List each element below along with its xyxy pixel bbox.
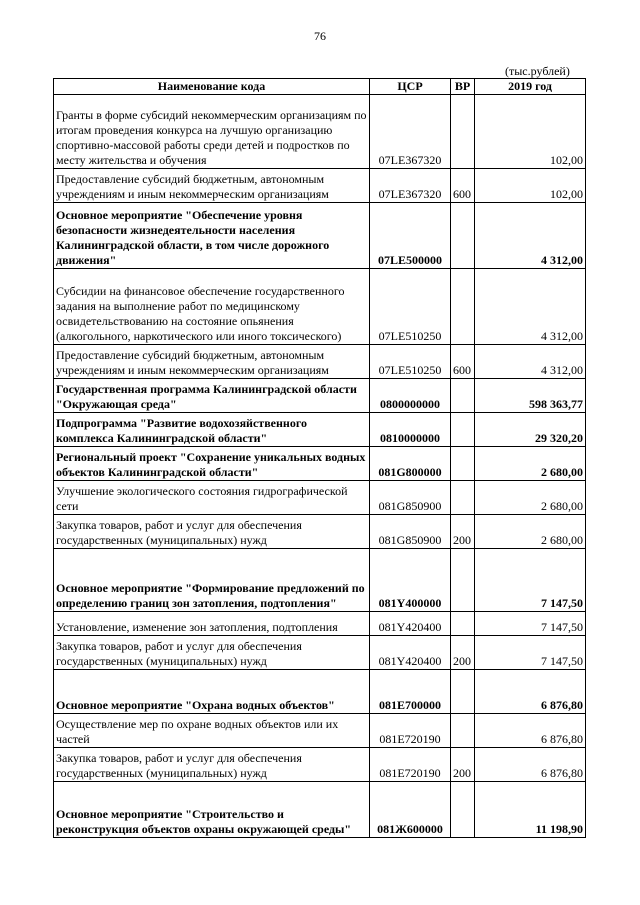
header-vr: ВР [451, 79, 475, 95]
cell-name: Улучшение экологического состояния гидрографической сети [54, 481, 370, 515]
table-row [54, 95, 586, 169]
cell-amount: 102,00 [475, 169, 586, 203]
cell-name: Основное мероприятие "Охрана водных объектов" [54, 670, 370, 714]
cell-amount: 11 198,90 [475, 782, 586, 838]
table-row [54, 549, 586, 612]
cell-vr: 200 [451, 636, 475, 670]
cell-code: 081G800000 [370, 447, 451, 481]
cell-code: 081Ж600000 [370, 782, 451, 838]
cell-vr [451, 203, 475, 269]
cell-amount: 7 147,50 [475, 612, 586, 636]
cell-code: 0810000000 [370, 413, 451, 447]
cell-vr [451, 549, 475, 612]
table-row [54, 345, 586, 379]
cell-name: Установление, изменение зон затопления, подтопления [54, 612, 370, 636]
cell-code: 081Y420400 [370, 612, 451, 636]
table-row [54, 515, 586, 549]
table-row [54, 636, 586, 670]
cell-code: 07LE510250 [370, 269, 451, 345]
cell-vr [451, 95, 475, 169]
table-row [54, 670, 586, 714]
cell-amount: 102,00 [475, 95, 586, 169]
cell-vr [451, 379, 475, 413]
cell-amount: 7 147,50 [475, 636, 586, 670]
cell-code: 07LE510250 [370, 345, 451, 379]
cell-amount: 7 147,50 [475, 549, 586, 612]
cell-vr: 200 [451, 515, 475, 549]
units-label: (тыс.рублей) [505, 64, 570, 78]
cell-amount: 6 876,80 [475, 714, 586, 748]
cell-name: Государственная программа Калининградской области "Окружающая среда" [54, 379, 370, 413]
table-row [54, 169, 586, 203]
header-name: Наименование кода [54, 79, 370, 95]
table-row [54, 203, 586, 269]
cell-code: 081Y420400 [370, 636, 451, 670]
cell-amount: 6 876,80 [475, 670, 586, 714]
cell-code: 081E720190 [370, 748, 451, 782]
table-header-row [54, 79, 586, 95]
cell-amount: 29 320,20 [475, 413, 586, 447]
cell-vr [451, 413, 475, 447]
table-row [54, 612, 586, 636]
cell-code: 07LE367320 [370, 95, 451, 169]
cell-vr [451, 447, 475, 481]
page-number: 76 [314, 29, 326, 43]
cell-name: Основное мероприятие "Строительство и реконструкция объектов охраны окружающей среды" [54, 782, 370, 838]
cell-amount: 2 680,00 [475, 515, 586, 549]
cell-code: 07LE500000 [370, 203, 451, 269]
table-row [54, 782, 586, 838]
cell-name: Региональный проект "Сохранение уникальных водных объектов Калининградской области" [54, 447, 370, 481]
cell-name: Осуществление мер по охране водных объектов или их частей [54, 714, 370, 748]
cell-name: Закупка товаров, работ и услуг для обеспечения государственных (муниципальных) нужд [54, 515, 370, 549]
cell-code: 081Y400000 [370, 549, 451, 612]
cell-vr [451, 670, 475, 714]
cell-amount: 4 312,00 [475, 203, 586, 269]
cell-amount: 2 680,00 [475, 447, 586, 481]
cell-name: Основное мероприятие "Обеспечение уровня безопасности жизнедеятельности населения Калининградской области, в том числе дорожного движения" [54, 203, 370, 269]
cell-name: Гранты в форме субсидий некоммерческим организациям по итогам проведения конкурса на лучшую организацию спортивно-массовой работы среди детей и подростков по месту жительства и обучения [54, 95, 370, 169]
cell-vr: 600 [451, 345, 475, 379]
cell-code: 081E700000 [370, 670, 451, 714]
cell-vr [451, 782, 475, 838]
cell-amount: 6 876,80 [475, 748, 586, 782]
cell-name: Подпрограмма "Развитие водохозяйственного комплекса Калининградской области" [54, 413, 370, 447]
cell-amount: 4 312,00 [475, 345, 586, 379]
table-row [54, 714, 586, 748]
cell-vr: 600 [451, 169, 475, 203]
cell-vr [451, 612, 475, 636]
table-row [54, 481, 586, 515]
cell-vr [451, 714, 475, 748]
table-row [54, 269, 586, 345]
cell-code: 07LE367320 [370, 169, 451, 203]
cell-code: 081G850900 [370, 481, 451, 515]
cell-amount: 2 680,00 [475, 481, 586, 515]
cell-name: Субсидии на финансовое обеспечение государственного задания на выполнение работ по медицинскому освидетельствованию на состояние опьянения (алкогольного, наркотического или иного токсического) [54, 269, 370, 345]
cell-vr: 200 [451, 748, 475, 782]
table-row [54, 447, 586, 481]
cell-name: Основное мероприятие "Формирование предложений по определению границ зон затопления, подтопления" [54, 549, 370, 612]
table-row [54, 413, 586, 447]
cell-amount: 4 312,00 [475, 269, 586, 345]
budget-table [53, 78, 586, 838]
cell-code: 081G850900 [370, 515, 451, 549]
header-code: ЦСР [370, 79, 451, 95]
cell-vr [451, 269, 475, 345]
cell-name: Закупка товаров, работ и услуг для обеспечения государственных (муниципальных) нужд [54, 748, 370, 782]
cell-amount: 598 363,77 [475, 379, 586, 413]
table-row [54, 379, 586, 413]
cell-vr [451, 481, 475, 515]
table-row [54, 748, 586, 782]
cell-code: 081E720190 [370, 714, 451, 748]
cell-name: Предоставление субсидий бюджетным, автономным учреждениям и иным некоммерческим организациям [54, 169, 370, 203]
cell-name: Закупка товаров, работ и услуг для обеспечения государственных (муниципальных) нужд [54, 636, 370, 670]
cell-code: 0800000000 [370, 379, 451, 413]
cell-name: Предоставление субсидий бюджетным, автономным учреждениям и иным некоммерческим организациям [54, 345, 370, 379]
header-amount: 2019 год [475, 79, 586, 95]
